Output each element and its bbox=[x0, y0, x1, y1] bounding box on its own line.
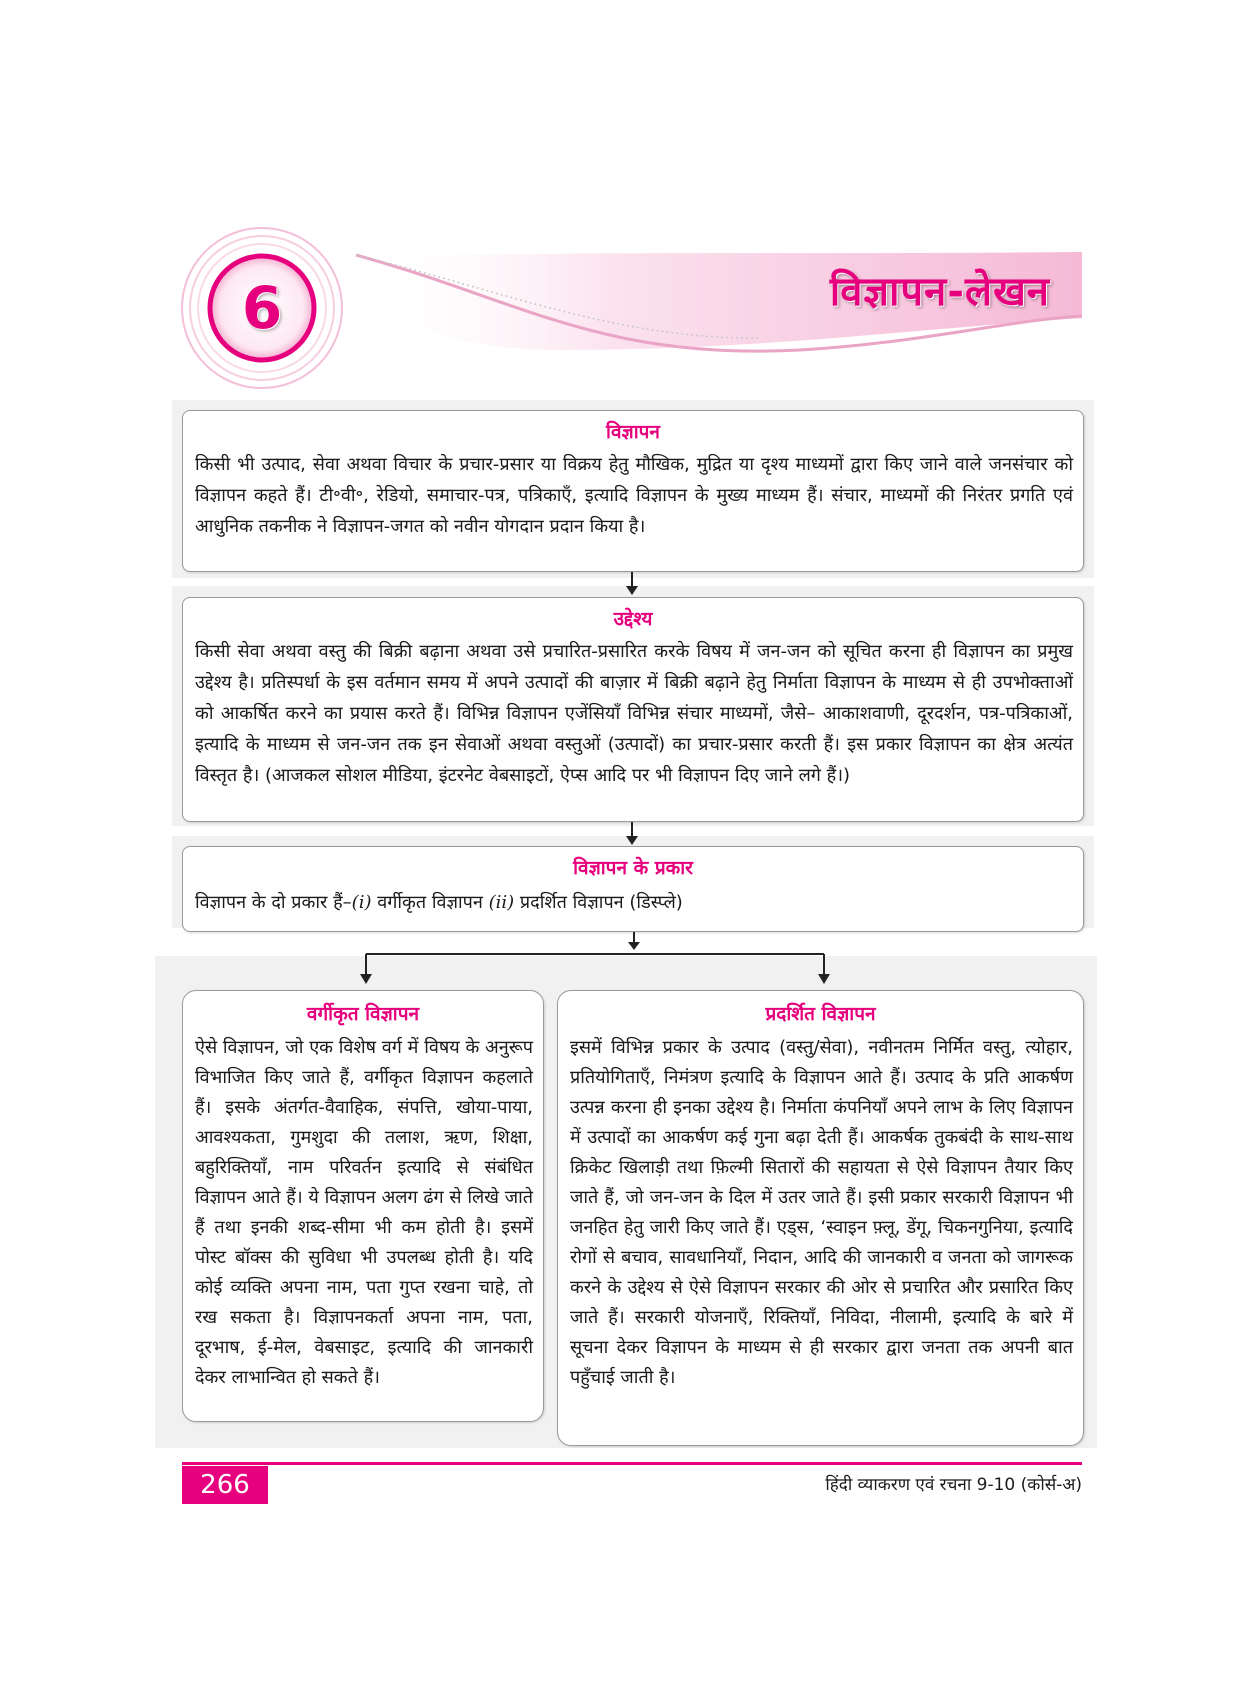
classified-box bbox=[182, 990, 544, 1422]
page-number: 266 bbox=[182, 1466, 268, 1504]
types-box bbox=[182, 846, 1084, 932]
classified-text: ऐसे विज्ञापन, जो एक विशेष वर्ग में विषय के अनुरूप विभाजित किए जाते हैं, वर्गीकृत विज्ञापन कहलाते हैं। इसके अंतर्गत-वैवाहिक, संपत्ति, खोया-पाया, आवश्यकता, गुमशुदा की तलाश, ऋण, शिक्षा, बहुरिक्तियाँ, नाम परिवर्तन इत्यादि से संबंधित विज्ञापन आते हैं। ये विज्ञापन अलग ढंग से लिखे जाते हैं तथा इनकी शब्द-सीमा भी कम होती है। इसमें पोस्ट बॉक्स की सुविधा भी उपलब्ध होती है। यदि कोई व्यक्ति अपना नाम, पता गुप्त रखना चाहे, तो रख सकता है। विज्ञापनकर्ता अपना नाम, पता, दूरभाष, ई-मेल, वेबसाइट, इत्यादि की जानकारी देकर लाभान्वित हो सकते हैं। bbox=[195, 1037, 533, 1388]
branch-arrows-icon bbox=[350, 932, 840, 986]
types-item2-marker: (ii) bbox=[488, 892, 515, 913]
types-text bbox=[183, 881, 1083, 918]
types-prefix: विज्ञापन के दो प्रकार हैं– bbox=[195, 892, 352, 913]
purpose-text: किसी सेवा अथवा वस्तु की बिक्री बढ़ाना अथवा उसे प्रचारित-प्रसारित करके विषय में जन-जन को सूचित करना ही विज्ञापन का प्रमुख उद्देश्य है। प्रतिस्पर्धा के इस वर्तमान समय में अपने उत्पादों की बाज़ार में बिक्री बढ़ाने हेतु निर्माता विज्ञापन के माध्यम से ही उपभोक्ताओं को आकर्षित करने का प्रयास करते हैं। विभिन्न विज्ञापन एजेंसियाँ विभिन्न संचार माध्यमों, जैसे– आकाशवाणी, दूरदर्शन, पत्र-पत्रिकाओं, इत्यादि के माध्यम से जन-जन तक इन सेवाओं अथवा वस्तुओं (उत्पादों) का प्रचार-प्रसार करती हैं। इस प्रकार विज्ञापन का क्षेत्र अत्यंत विस्तृत है। (आजकल सोशल मीडिया, इंटरनेट वेबसाइटों, ऐप्स आदि पर भी विज्ञापन दिए जाने लगे हैं।) bbox=[195, 641, 1073, 786]
intro-box bbox=[182, 410, 1084, 572]
chapter-title: विज्ञापन-लेखन bbox=[829, 269, 1050, 315]
purpose-title: उद्देश्य bbox=[613, 608, 653, 630]
classified-title: वर्गीकृत विज्ञापन bbox=[306, 1003, 420, 1025]
chapter-header bbox=[0, 0, 1260, 400]
types-item2-label: प्रदर्शित विज्ञापन (डिस्प्ले) bbox=[514, 892, 683, 913]
purpose-box bbox=[182, 597, 1084, 822]
display-box bbox=[557, 990, 1084, 1446]
display-text: इसमें विभिन्न प्रकार के उत्पाद (वस्तु/सेवा), नवीनतम निर्मित वस्तु, त्योहार, प्रतियोगिताएँ, निमंत्रण इत्यादि के विज्ञापन आते हैं। उत्पाद के प्रति आकर्षण उत्पन्न करना ही इनका उद्देश्य है। निर्माता कंपनियाँ अपने लाभ के लिए विज्ञापन में उत्पादों का आकर्षण कई गुना बढ़ा देती हैं। आकर्षक तुकबंदी के साथ-साथ क्रिकेट खिलाड़ी तथा फ़िल्मी सितारों की सहायता से ऐसे विज्ञापन तैयार किए जाते हैं, जो जन-जन के दिल में उतर जाते हैं। इसी प्रकार सरकारी विज्ञापन भी जनहित हेतु जारी किए जाते हैं। एड्स, ‘स्वाइन फ़्लू, डेंगू, चिकनगुनिया, इत्यादि रोगों से बचाव, सावधानियाँ, निदान, आदि की जानकारी व जनता को जागरूक करने के उद्देश्य से ऐसे विज्ञापन सरकार की ओर से प्रचारित और प्रसारित किए जाते हैं। सरकारी योजनाएँ, रिक्तियाँ, निविदा, नीलामी, इत्यादि के बारे में सूचना देकर विज्ञापन के माध्यम से ही सरकार द्वारा जनता तक अपनी बात पहुँचाई जाती है। bbox=[570, 1037, 1073, 1388]
display-title: प्रदर्शित विज्ञापन bbox=[765, 1003, 876, 1025]
footer-rule bbox=[182, 1462, 1082, 1465]
intro-text: किसी भी उत्पाद, सेवा अथवा विचार के प्रचार-प्रसार या विक्रय हेतु मौखिक, मुद्रित या दृश्य माध्यमों द्वारा किए जाने वाले जनसंचार को विज्ञापन कहते हैं। टी॰वी॰, रेडियो, समाचार-पत्र, पत्रिकाएँ, इत्यादि विज्ञापन के मुख्य माध्यम हैं। संचार, माध्यमों की निरंतर प्रगति एवं आधुनिक तकनीक ने विज्ञापन-जगत को नवीन योगदान प्रदान किया है। bbox=[195, 454, 1073, 537]
types-title: विज्ञापन के प्रकार bbox=[573, 857, 693, 879]
chapter-number: 6 bbox=[241, 274, 283, 342]
header-swoosh-graphic bbox=[0, 0, 1260, 400]
types-item1-marker: (i) bbox=[351, 892, 372, 913]
flow-arrow-icon bbox=[624, 572, 640, 596]
intro-title: विज्ञापन bbox=[606, 421, 660, 443]
types-item1-label: वर्गीकृत विज्ञापन bbox=[371, 892, 489, 913]
footer-book-title: हिंदी व्याकरण एवं रचना 9-10 (कोर्स-अ) bbox=[825, 1475, 1082, 1495]
flow-arrow-icon bbox=[624, 822, 640, 846]
